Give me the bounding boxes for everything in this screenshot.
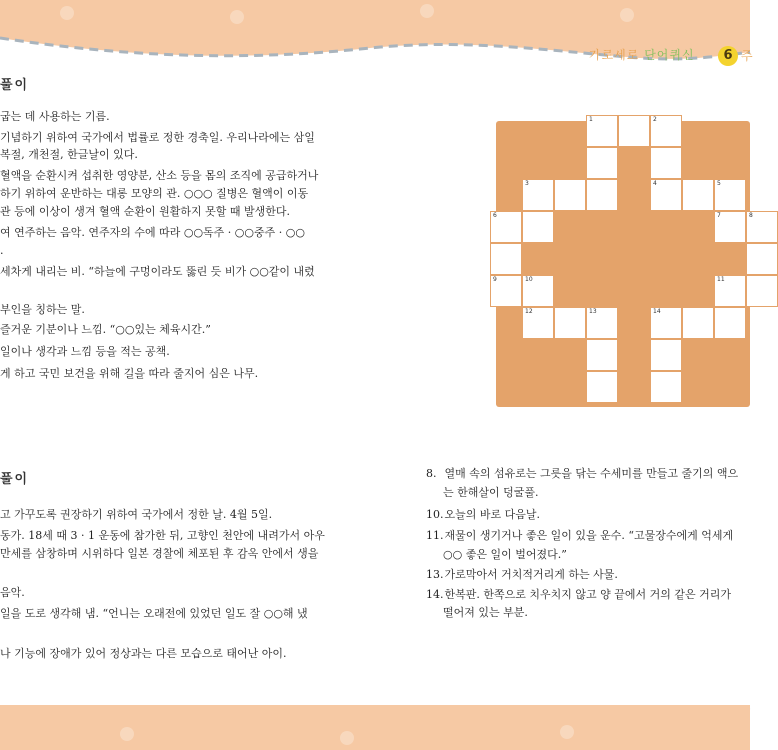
clue-line: 하기 위하여 운반하는 대롱 모양의 관. ○○○ 질병은 혈액이 이동 [0,187,309,200]
grid-cell[interactable] [714,275,746,307]
clue-line: 고 가꾸도록 권장하기 위하여 국가에서 정한 날. 4월 5일. [0,508,273,521]
clue-line: 11. 재물이 생기거나 좋은 일이 있을 운수. “고물장수에게 억세게 [426,529,734,542]
grid-cell-number: 6 [493,212,497,219]
paw-print-icon [60,6,74,20]
clue-line: 여 연주하는 음악. 연주자의 수에 따라 ○○독주 · ○○중주 · ○○ [0,226,305,239]
grid-cell[interactable] [650,371,682,403]
title-part-quiz: 단어퀴신 [644,48,695,62]
page-title [589,46,695,63]
clue-line: 8. 열매 속의 섬유로는 그릇을 닦는 수세미를 만들고 줄기의 액으 [426,467,739,480]
clue-line: 14. 한복판. 한쪽으로 치우치지 않고 양 끝에서 거의 같은 거리가 [426,588,731,601]
grid-cell-number: 3 [525,180,529,187]
clue-line: 13. 가로막아서 거치적거리게 하는 사물. [426,568,618,581]
grid-cell[interactable] [650,307,682,339]
grid-cell[interactable] [586,339,618,371]
clue-line: 게 하고 국민 보건을 위해 길을 따라 줄지어 심은 나무. [0,367,259,380]
grid-cell[interactable] [746,275,778,307]
clue-line: 일을 도로 생각해 냄. “언니는 오래전에 있었던 일도 잘 ○○해 냈 [0,607,308,620]
grid-cell-number: 13 [589,308,597,315]
clue-line: 일이나 생각과 느낌 등을 적는 공책. [0,345,170,358]
grid-cell[interactable] [714,179,746,211]
grid-cell[interactable] [714,307,746,339]
grid-cell[interactable] [650,147,682,179]
clue-line: 10. 오늘의 바로 다음날. [426,508,540,521]
paw-print-icon [420,4,434,18]
grid-cell[interactable] [650,115,682,147]
grid-cell[interactable] [746,243,778,275]
clue-line: 복절, 개천절, 한글날이 있다. [0,148,138,161]
clue-line: 혈액을 순환시켜 섭취한 영양분, 산소 등을 몸의 조직에 공급하거나 [0,169,319,182]
grid-cell-number: 9 [493,276,497,283]
grid-cell[interactable] [586,371,618,403]
week-label: 주 [741,49,753,63]
grid-cell-number: 2 [653,116,657,123]
clue-line: 세차게 내리는 비. “하늘에 구멍이라도 뚫린 듯 비가 ○○같이 내렸 [0,265,315,278]
grid-cell-number: 1 [589,116,593,123]
clue-line: 기념하기 위하여 국가에서 법률로 정한 경축일. 우리나라에는 삼일 [0,131,315,144]
grid-cell-number: 12 [525,308,533,315]
grid-cell[interactable] [650,339,682,371]
paw-print-icon [120,727,134,741]
grid-cell[interactable] [522,275,554,307]
grid-cell[interactable] [682,179,714,211]
bottom-banner [0,705,750,750]
title-part-crossword: 가로세로 [589,48,640,62]
grid-cell[interactable] [714,211,746,243]
grid-cell[interactable] [746,211,778,243]
clue-line: 즐거운 기분이나 느낌. “○○있는 체육시간.” [0,323,211,336]
clue-line: 관 등에 이상이 생겨 혈액 순환이 원활하지 못할 때 발생한다. [0,205,290,218]
section-heading-across: 풀이 [0,78,30,93]
clue-line: 음악. [0,586,25,599]
grid-cell-number: 10 [525,276,533,283]
grid-cell[interactable] [682,307,714,339]
grid-cell[interactable] [586,147,618,179]
grid-cell[interactable] [490,211,522,243]
clue-line: ○○ 좋은 일이 벌어졌다.” [443,548,567,561]
clue-line: 떨어져 있는 부분. [443,606,528,619]
grid-cell[interactable] [522,179,554,211]
clue-line: 는 한해살이 덩굴풀. [443,486,539,499]
grid-cell-number: 14 [653,308,661,315]
clue-line: 나 기능에 장애가 있어 정상과는 다른 모습으로 태어난 아이. [0,647,287,660]
grid-cell[interactable] [586,179,618,211]
paw-print-icon [560,725,574,739]
grid-cell[interactable] [554,307,586,339]
paw-print-icon [620,8,634,22]
grid-cell-number: 5 [717,180,721,187]
grid-cell[interactable] [618,115,650,147]
grid-cell[interactable] [490,243,522,275]
grid-cell-number: 8 [749,212,753,219]
grid-cell[interactable] [522,211,554,243]
clue-line: 굽는 데 사용하는 기름. [0,110,110,123]
grid-cell[interactable] [586,115,618,147]
grid-cell[interactable] [554,179,586,211]
grid-cell[interactable] [586,307,618,339]
grid-cell-number: 7 [717,212,721,219]
grid-cell[interactable] [490,275,522,307]
clue-line: 동가. 18세 때 3 · 1 운동에 참가한 뒤, 고향인 천안에 내려가서 아우 [0,529,325,542]
grid-cell-number: 11 [717,276,725,283]
paw-print-icon [340,731,354,745]
grid-cell[interactable] [650,179,682,211]
section-heading-down: 풀이 [0,472,30,487]
grid-cell[interactable] [522,307,554,339]
crossword-grid [493,116,753,407]
clue-line: . [0,244,4,257]
paw-print-icon [230,10,244,24]
grid-cell-number: 4 [653,180,657,187]
clue-line: 부인을 칭하는 말. [0,303,85,316]
week-number-badge: 6 [718,46,738,66]
clue-line: 만세를 삼창하며 시위하다 일본 경찰에 체포된 후 감옥 안에서 생을 [0,547,319,560]
